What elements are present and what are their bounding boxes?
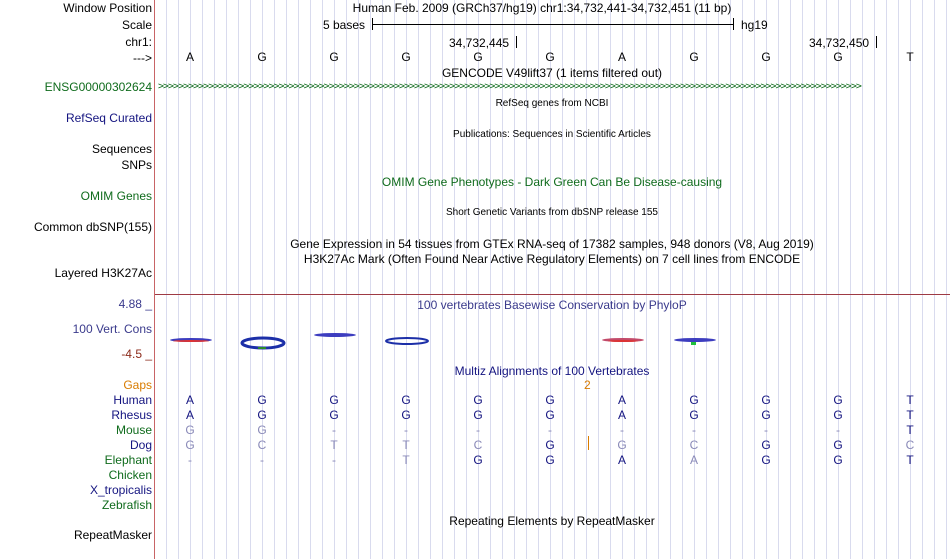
scale-label: Scale: [121, 18, 152, 32]
alignment-base-rhesus: G: [473, 408, 483, 422]
alignment-base-mouse: -: [764, 423, 768, 437]
alignment-base-elephant: -: [260, 453, 264, 467]
cons-min-label: -4.5 _: [121, 347, 152, 361]
omim-track-title[interactable]: OMIM Gene Phenotypes - Dark Green Can Be Disease-causing: [381, 175, 723, 189]
species-mouse-label: Mouse: [115, 423, 152, 437]
alignment-base-elephant: G: [473, 453, 483, 467]
alignment-base-mouse: -: [836, 423, 840, 437]
alignment-base-elephant: G: [833, 453, 843, 467]
refseq-track-title[interactable]: RefSeq genes from NCBI: [495, 98, 609, 109]
alignment-base-elephant: A: [689, 453, 698, 467]
gene-strand-arrows[interactable]: >>>>>>>>>>>>>>>>>>>>>>>>>>>>>>>>>>>>>>>>>>>>>>>>>>>>>>>>>>>>>>>>>>>>>>>>>>>>>>>>>>>>>>>>>>>>>>>>>>>>>>>>>>>>>>>>>>>>>>>>>>>>>>>>>>>>>>>>>>>>: [158, 81, 861, 92]
alignment-base-human: G: [833, 393, 843, 407]
scale-bar-line: [372, 24, 733, 25]
refseq-curated-label[interactable]: RefSeq Curated: [65, 111, 152, 125]
conservation-logo: [155, 318, 950, 358]
coordinate-label-1: 34,732,445: [449, 36, 510, 50]
assembly-label: hg19: [741, 18, 768, 32]
alignment-base-rhesus: T: [906, 408, 914, 422]
logo-letter-a-1: [170, 338, 212, 342]
coordinate-tick-2: [876, 36, 877, 48]
gaps-label: Gaps: [123, 378, 152, 392]
species-xtropicalis-label: X_tropicalis: [89, 483, 152, 497]
alignment-base-rhesus: G: [329, 408, 339, 422]
track-separator: [155, 294, 950, 295]
alignment-base-human: G: [473, 393, 483, 407]
alignment-base-human: A: [185, 393, 194, 407]
snps-label[interactable]: SNPs: [121, 158, 152, 172]
coordinate-tick-1: [516, 36, 517, 48]
reference-base: G: [401, 50, 411, 64]
alignment-base-dog: G: [185, 438, 195, 452]
logo-letter-g-3: [314, 333, 356, 337]
alignment-base-human: G: [329, 393, 339, 407]
alignment-base-human: T: [906, 393, 914, 407]
alignment-base-human: G: [257, 393, 267, 407]
window-position-text: Human Feb. 2009 (GRCh37/hg19) chr1:34,732,441-34,732,451 (11 bp): [352, 1, 732, 15]
alignment-base-mouse: -: [620, 423, 624, 437]
reference-base: A: [185, 50, 194, 64]
reference-base: G: [761, 50, 771, 64]
alignment-base-mouse: -: [476, 423, 480, 437]
dbsnp-track-title[interactable]: Short Genetic Variants from dbSNP release 155: [446, 207, 658, 218]
alignment-base-mouse: -: [692, 423, 696, 437]
alignment-base-dog: G: [833, 438, 843, 452]
alignment-base-dog: C: [473, 438, 483, 452]
alignment-base-dog: C: [257, 438, 267, 452]
omim-genes-label[interactable]: OMIM Genes: [80, 189, 152, 203]
reference-base: G: [257, 50, 267, 64]
logo-letter-g-2: [242, 338, 284, 349]
alignment-base-elephant: G: [545, 453, 555, 467]
alignment-base-mouse: -: [548, 423, 552, 437]
alignment-base-mouse: G: [185, 423, 195, 437]
alignment-base-dog: T: [330, 438, 338, 452]
alignment-base-rhesus: G: [689, 408, 699, 422]
alignment-base-dog: C: [905, 438, 915, 452]
alignment-base-human: G: [761, 393, 771, 407]
sequences-label[interactable]: Sequences: [91, 142, 152, 156]
alignment-base-mouse: G: [257, 423, 267, 437]
alignment-base-elephant: -: [332, 453, 336, 467]
scale-bar-text: 5 bases: [323, 18, 366, 32]
reference-base: T: [906, 50, 914, 64]
alignment-base-elephant: T: [402, 453, 410, 467]
reference-base: G: [833, 50, 843, 64]
gap-count: 2: [584, 378, 591, 392]
alignment-base-dog: G: [617, 438, 627, 452]
alignment-base-mouse: -: [404, 423, 408, 437]
reference-base: A: [617, 50, 626, 64]
ensg-gene-label[interactable]: ENSG00000302624: [44, 80, 152, 94]
alignment-base-rhesus: G: [833, 408, 843, 422]
vert-cons-label[interactable]: 100 Vert. Cons: [72, 322, 152, 336]
alignment-base-elephant: -: [188, 453, 192, 467]
gencode-track-title[interactable]: GENCODE V49lift37 (1 items filtered out): [441, 66, 663, 80]
species-dog-label: Dog: [129, 438, 152, 452]
repeatmasker-track-title[interactable]: Repeating Elements by RepeatMasker: [449, 514, 655, 528]
alignment-base-elephant: G: [761, 453, 771, 467]
alignment-base-dog: G: [545, 438, 555, 452]
species-human-label: Human: [113, 393, 152, 407]
logo-letter-g-4: [386, 338, 428, 344]
alignment-base-human: G: [689, 393, 699, 407]
alignment-base-elephant: T: [906, 453, 914, 467]
strand-arrow-label[interactable]: --->: [133, 51, 152, 65]
reference-base: G: [689, 50, 699, 64]
window-position-label: Window Position: [63, 1, 152, 15]
logo-letter-a-7: [602, 338, 644, 342]
coordinate-label-2: 34,732,450: [809, 36, 870, 50]
species-elephant-label: Elephant: [104, 453, 152, 467]
alignment-base-mouse: T: [906, 423, 914, 437]
phylop-track-title[interactable]: 100 vertebrates Basewise Conservation by PhyloP: [417, 298, 687, 312]
layered-h3k27ac-label[interactable]: Layered H3K27Ac: [54, 266, 152, 280]
species-rhesus-label: Rhesus: [111, 408, 152, 422]
alignment-base-rhesus: G: [401, 408, 411, 422]
reference-base: G: [473, 50, 483, 64]
publications-track-title[interactable]: Publications: Sequences in Scientific Articles: [453, 129, 651, 140]
alignment-base-human: G: [401, 393, 411, 407]
scale-bar-right-tick: [733, 18, 734, 30]
alignment-base-dog: T: [402, 438, 410, 452]
gap-insertion-marker: [588, 436, 589, 450]
alignment-base-rhesus: G: [257, 408, 267, 422]
alignment-base-human: A: [617, 393, 626, 407]
h3k27ac-track-title[interactable]: H3K27Ac Mark (Often Found Near Active Regulatory Elements) on 7 cell lines from ENCODE: [303, 252, 801, 266]
multiz-track-title[interactable]: Multiz Alignments of 100 Vertebrates: [454, 364, 650, 378]
gtex-track-title[interactable]: Gene Expression in 54 tissues from GTEx RNA-seq of 17382 samples, 948 donors (V8, Aug 2019): [290, 237, 814, 251]
alignment-base-rhesus: A: [185, 408, 194, 422]
alignment-base-rhesus: G: [545, 408, 555, 422]
repeatmasker-label[interactable]: RepeatMasker: [73, 528, 152, 542]
alignment-base-dog: C: [689, 438, 699, 452]
alignment-base-rhesus: G: [761, 408, 771, 422]
species-zebrafish-label: Zebrafish: [101, 498, 152, 512]
alignment-base-human: G: [545, 393, 555, 407]
alignment-base-mouse: -: [332, 423, 336, 437]
chrom-label: chr1:: [125, 35, 152, 49]
cons-max-label: 4.88 _: [118, 297, 152, 311]
reference-base: G: [545, 50, 555, 64]
alignment-base-elephant: A: [617, 453, 626, 467]
alignment-base-rhesus: A: [617, 408, 626, 422]
reference-base: G: [329, 50, 339, 64]
alignment-base-dog: G: [761, 438, 771, 452]
species-chicken-label: Chicken: [108, 468, 152, 482]
common-dbsnp-label[interactable]: Common dbSNP(155): [33, 220, 152, 234]
logo-letter-g-8: [674, 338, 716, 345]
